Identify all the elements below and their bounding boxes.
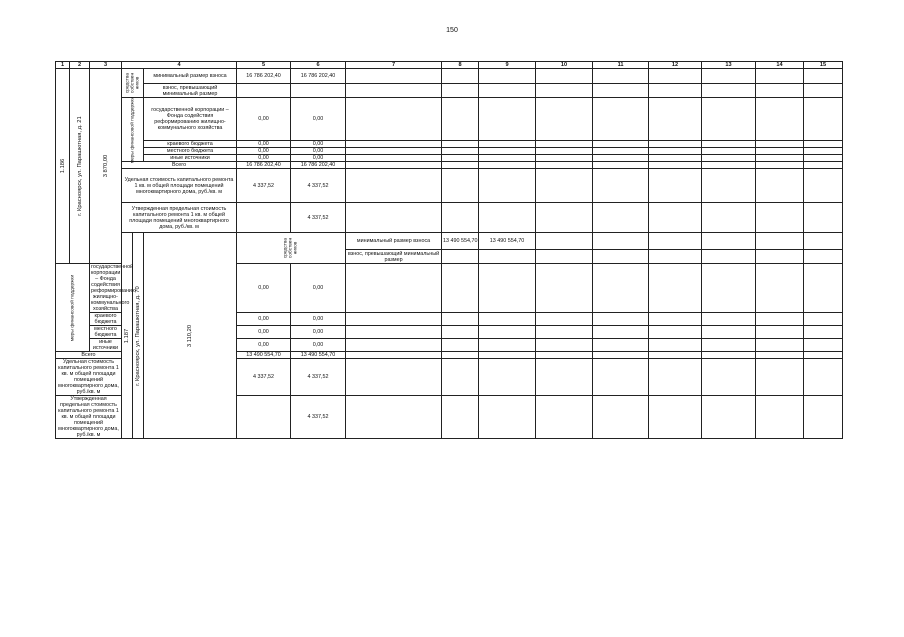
value-cell: 4 337,52 [237,359,291,396]
value-cell: 0,00 [237,155,291,162]
value-cell: 4 337,52 [291,359,346,396]
value-cell [291,84,346,98]
regional-label: краевого бюджета [144,141,237,148]
col-header: 5 [237,62,291,69]
fund-label: государственной корпорации – Фонда содействия реформированию жилищно-коммунального хозяйства [144,98,237,141]
col-header: 2 [70,62,90,69]
value-cell [237,203,291,233]
value-cell: 0,00 [291,141,346,148]
over-min-label: взнос, превышающий минимальный размер [346,250,442,264]
table-row [56,148,843,155]
table-row [56,141,843,148]
support-measures-label: меры финансовой поддержки [130,96,135,163]
col-header: 14 [756,62,804,69]
record-address: г. Красноярск, ул. Парашютная, д. 21 [76,116,83,216]
col-header: 11 [593,62,649,69]
record-number: 1.187 [124,328,130,343]
col-header: 6 [291,62,346,69]
col-header: 15 [804,62,843,69]
value-cell: 4 337,52 [291,203,346,233]
other-label: иные источники [144,155,237,162]
col-header: 3 [90,62,122,69]
value-cell: 0,00 [291,313,346,326]
limit-cost-label: Утвержденная предельная стоимость капитального ремонта 1 кв. м общей площади помещений многоквартирного дома, руб./кв. м [122,203,237,233]
value-cell: 0,00 [237,98,291,141]
value-cell: 4 337,52 [291,169,346,203]
table-row [56,84,843,98]
col-header: 13 [702,62,756,69]
value-cell [442,250,479,264]
value-cell: 0,00 [291,326,346,339]
unit-cost-label: Удельная стоимость капитального ремонта 1 кв. м общей площади помещений многоквартирного дома, руб./кв. м [56,359,122,396]
table-row [56,98,843,141]
regional-label: краевого бюджета [90,313,122,326]
fund-label: государственной корпорации – Фонда содействия реформированию жилищно-коммунального хозяйства [91,264,136,312]
value-cell: 13 490 554,70 [479,233,536,250]
value-cell: 0,00 [291,339,346,352]
page-number: 150 [446,27,458,34]
other-label: иные источники [90,339,122,352]
value-cell: 0,00 [237,264,291,313]
min-contribution-label: минимальный размер взноса [346,233,442,250]
record-address: г. Красноярск, ул. Парашютная, д. 70 [135,285,141,386]
header-row [56,62,843,69]
value-cell: 13 490 554,70 [442,233,479,250]
record-number: 1.186 [59,158,66,174]
value-cell: 0,00 [291,264,346,313]
capital-repair-table [55,61,843,439]
min-contribution-label: минимальный размер взноса [144,69,237,84]
value-cell: 13 490 554,70 [291,352,346,359]
value-cell: 0,00 [291,155,346,162]
limit-cost-label: Утвержденная предельная стоимость капитального ремонта 1 кв. м общей площади помещений многоквартирного дома, руб./кв. м [56,396,122,439]
table-row [56,169,843,203]
value-cell: 16 786 202,40 [237,162,291,169]
col-header: 4 [122,62,237,69]
value-cell: 4 337,52 [237,169,291,203]
record-area: 3 110,20 [187,324,194,347]
col-header: 8 [442,62,479,69]
total-label: Всего [56,352,122,359]
table-row [56,69,843,84]
unit-cost-label: Удельная стоимость капитального ремонта 1 кв. м общей площади помещений многоквартирного дома, руб./кв. м [122,169,237,203]
local-label: местного бюджета [144,148,237,155]
over-min-label: взнос, превышающий минимальный размер [144,84,237,98]
value-cell: 0,00 [237,339,291,352]
col-header: 12 [649,62,702,69]
col-header: 10 [536,62,593,69]
value-cell: 0,00 [237,313,291,326]
local-label: местного бюджета [90,326,122,339]
value-cell: 0,00 [237,148,291,155]
value-cell [479,250,536,264]
value-cell: 16 786 202,40 [291,69,346,84]
table-row [56,162,843,169]
value-cell: 13 490 554,70 [237,352,291,359]
value-cell: 0,00 [291,148,346,155]
owner-funds-label: средства собствен ников [125,72,140,94]
table-row [56,155,843,162]
value-cell: 0,00 [237,326,291,339]
value-cell: 0,00 [237,141,291,148]
total-label: Всего [122,162,237,169]
value-cell [237,396,291,439]
value-cell: 4 337,52 [291,396,346,439]
col-header: 1 [56,62,70,69]
record-area: 3 870,00 [102,154,109,178]
value-cell: 16 786 202,40 [237,69,291,84]
table-row [56,233,843,250]
col-header: 9 [479,62,536,69]
value-cell: 16 786 202,40 [291,162,346,169]
value-cell [237,84,291,98]
table-row [56,203,843,233]
col-header: 7 [346,62,442,69]
owner-funds-label: средства собствен ников [283,237,299,259]
support-measures-label: меры финансовой поддержки [70,274,75,341]
value-cell: 0,00 [291,98,346,141]
